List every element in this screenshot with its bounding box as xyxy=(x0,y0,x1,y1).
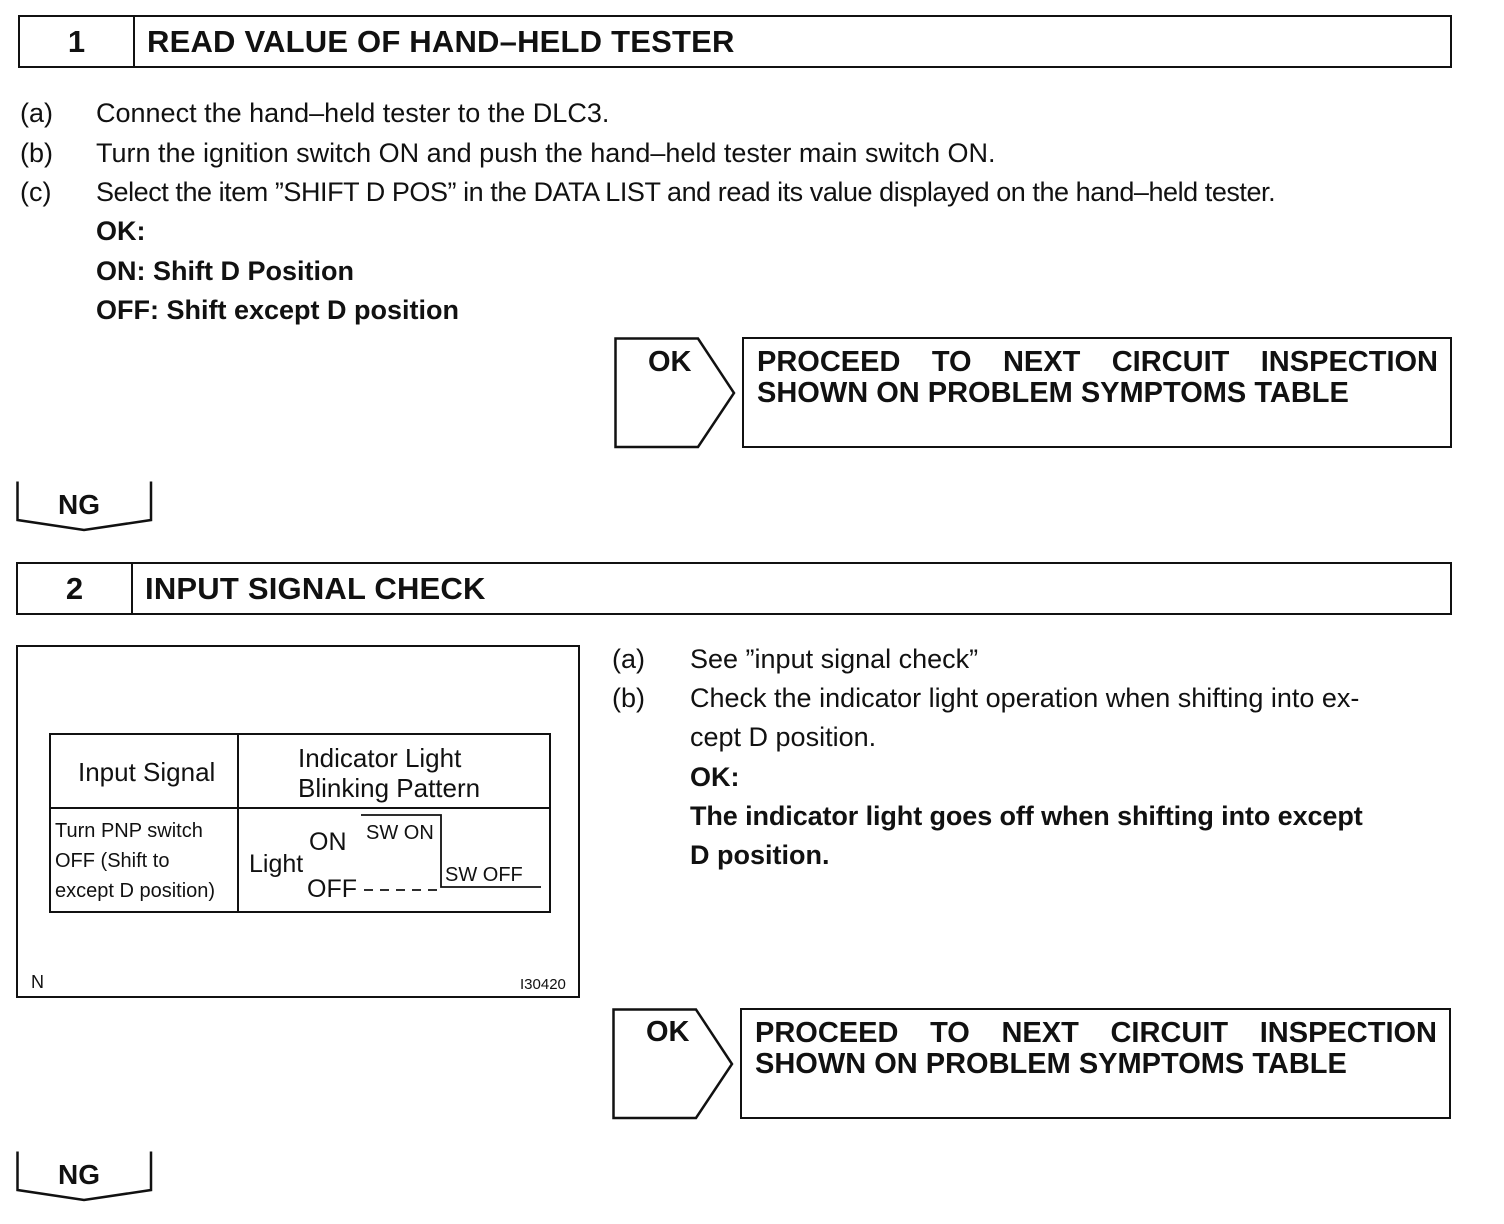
table-header-input-signal: Input Signal xyxy=(78,757,216,787)
step-1-number: 1 xyxy=(20,17,135,66)
step-2-title: INPUT SIGNAL CHECK xyxy=(145,570,486,606)
step-2-ok-spec-line-1: The indicator light goes off when shifting into except xyxy=(690,801,1363,831)
step-1-ok-label: OK xyxy=(648,346,692,378)
step-2-ok-result-line-1: PROCEED TO NEXT CIRCUIT INSPECTION xyxy=(755,1017,1437,1049)
step-2-ok-label: OK xyxy=(646,1016,690,1048)
blinking-pattern-waveform xyxy=(239,809,539,909)
step-1-ok-result-line-1: PROCEED TO NEXT CIRCUIT INSPECTION xyxy=(757,346,1438,378)
table-header-indicator-light: Indicator Light xyxy=(298,743,462,773)
pattern-sw-on-label: SW ON xyxy=(366,822,434,844)
step-1-instruction-b-label: (b) xyxy=(20,138,53,168)
step-2-instruction-a-text: See ”input signal check” xyxy=(690,644,979,674)
pattern-on-label: ON xyxy=(309,828,347,856)
step-2-instruction-b-label: (b) xyxy=(612,683,645,713)
step-2-instruction-a-label: (a) xyxy=(612,644,645,674)
table-header-blinking-pattern: Blinking Pattern xyxy=(298,773,481,803)
step-1-ng-label: NG xyxy=(58,489,100,520)
step-1-instruction-c-label: (c) xyxy=(20,177,52,207)
pattern-off-label: OFF xyxy=(307,875,357,903)
input-signal-line-3: except D position) xyxy=(55,880,216,902)
step-1-instruction-c-text: Select the item ”SHIFT D POS” in the DATA LIST and read its value displayed on the hand–held tester. xyxy=(96,177,1276,207)
step-2-instruction-b-text: Check the indicator light operation when shifting into ex- xyxy=(690,683,1360,713)
step-2-header xyxy=(16,562,1452,615)
step-1-ok-spec-off: OFF: Shift except D position xyxy=(96,295,459,325)
input-signal-line-1: Turn PNP switch xyxy=(55,820,203,842)
step-2-number: 2 xyxy=(18,564,133,613)
step-2-instruction-b-text-cont: cept D position. xyxy=(690,722,877,752)
step-1-instruction-a-text: Connect the hand–held tester to the DLC3. xyxy=(96,98,610,128)
input-signal-figure xyxy=(16,645,580,998)
step-1-ok-heading: OK: xyxy=(96,216,146,246)
figure-id: I30420 xyxy=(520,976,566,993)
step-2-ok-spec-line-2: D position. xyxy=(690,840,830,870)
pattern-light-label: Light xyxy=(249,850,304,878)
step-1-title: READ VALUE OF HAND–HELD TESTER xyxy=(147,23,735,59)
step-2-ok-result-line-2: SHOWN ON PROBLEM SYMPTOMS TABLE xyxy=(755,1048,1347,1080)
figure-corner-n: N xyxy=(31,972,44,992)
step-1-instruction-a-label: (a) xyxy=(20,98,53,128)
input-signal-table xyxy=(49,733,551,913)
pattern-sw-off-label: SW OFF xyxy=(445,864,523,886)
step-1-ok-result-box xyxy=(742,337,1452,448)
step-2-ok-heading: OK: xyxy=(690,762,740,792)
step-1-ok-spec-on: ON: Shift D Position xyxy=(96,256,354,286)
input-signal-line-2: OFF (Shift to xyxy=(55,850,170,872)
step-1-header xyxy=(18,15,1452,68)
step-2-ok-result-box xyxy=(740,1008,1451,1119)
step-1-instruction-b-text: Turn the ignition switch ON and push the hand–held tester main switch ON. xyxy=(96,138,996,168)
step-1-ok-result-line-2: SHOWN ON PROBLEM SYMPTOMS TABLE xyxy=(757,377,1349,409)
step-2-ng-label: NG xyxy=(58,1159,100,1190)
